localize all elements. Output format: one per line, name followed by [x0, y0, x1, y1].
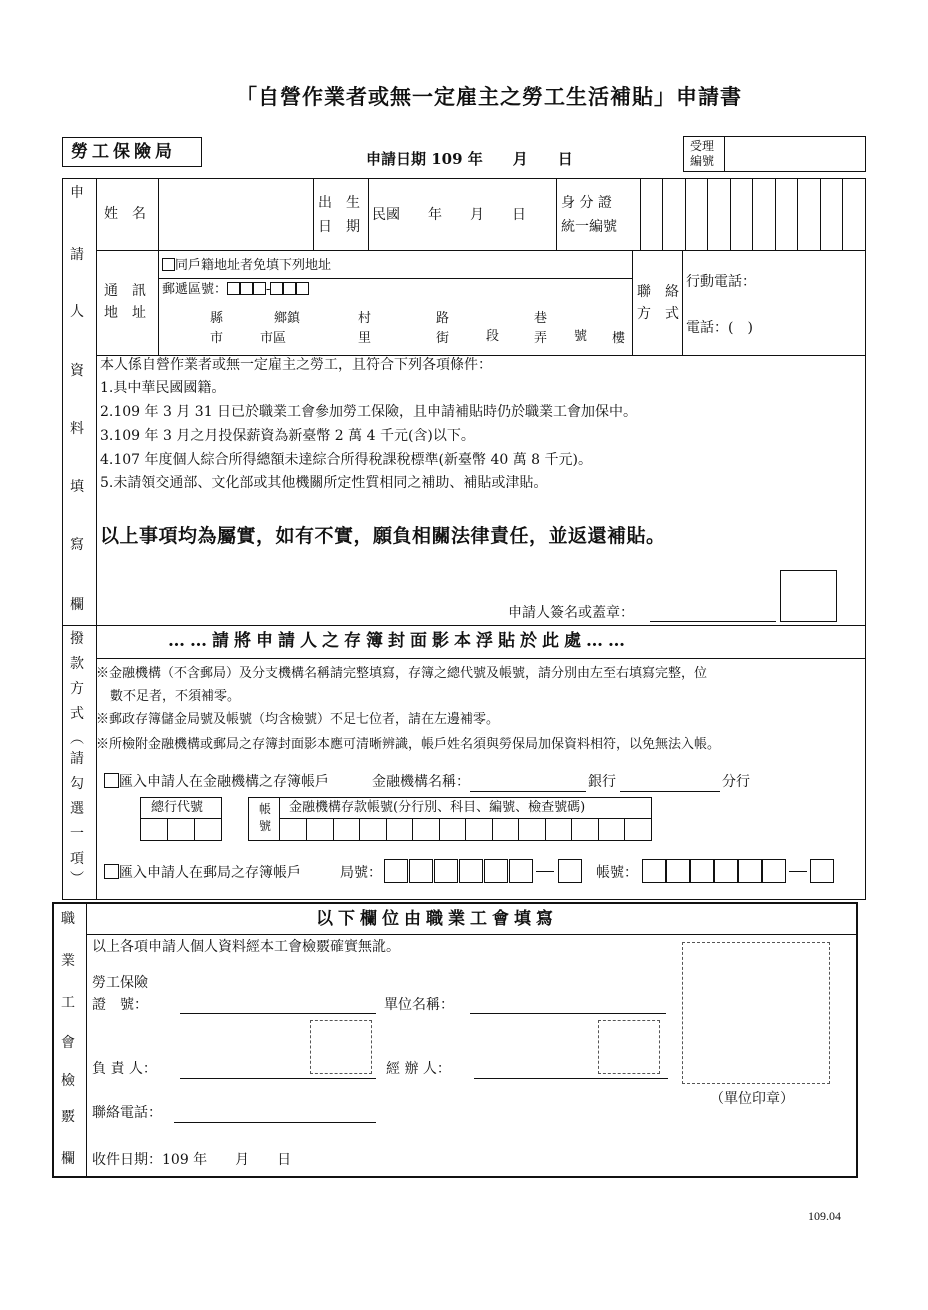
bank-option-checkbox[interactable] [104, 773, 119, 788]
agency-name: 勞工保險局 [71, 142, 176, 162]
same-address-checkbox[interactable] [162, 258, 175, 271]
post-option-checkbox[interactable] [104, 864, 119, 879]
apply-date: 申請日期 109 年 月 日 [366, 150, 573, 168]
birth-label-1: 出 生 [318, 195, 360, 211]
post-option-text: 匯入申請人在郵局之存簿帳戶 [119, 865, 301, 881]
id-label-2: 統一編號 [561, 219, 617, 235]
condition-4: 4.107 年度個人綜合所得總額未達綜合所得稅課稅標準(新臺幣 40 萬 8 千元)。 [100, 452, 592, 468]
union-phone-label: 聯絡電話： [92, 1105, 162, 1121]
form-title: 「自營作業者或無一定雇主之勞工生活補貼」申請書 [236, 84, 742, 109]
declaration-intro: 本人係自營作業者或無一定雇主之勞工，且符合下列各項條件： [100, 357, 492, 373]
same-address-option[interactable] [162, 258, 331, 272]
insurance-label-1: 勞工保險 [92, 975, 148, 991]
post-account-label: 帳號： [596, 865, 638, 881]
birth-date-field[interactable]: 民國 年 月 日 [372, 207, 526, 223]
branch-suffix: 分行 [722, 774, 750, 790]
union-header: 以下欄位由職業工會填寫 [316, 909, 558, 929]
bank-option-text: 匯入申請人在金融機構之存簿帳戶 [119, 774, 329, 790]
contact-label-2: 方 式 [637, 306, 679, 322]
handler-label: 經 辦 人： [386, 1061, 451, 1077]
address-label-1: 通 訊 [104, 283, 146, 299]
handler-field[interactable] [474, 1078, 668, 1079]
bank-account-box: 帳 號 金融機構存款帳號(分行別、科目、編號、檢查號碼) [248, 797, 652, 841]
postal-code-field[interactable]: - [227, 282, 309, 297]
responsible-field[interactable] [180, 1078, 376, 1079]
bank-name-field[interactable] [470, 791, 586, 792]
contact-label-1: 聯 絡 [637, 284, 679, 300]
name-label: 姓 名 [104, 206, 146, 222]
postal-label: 郵遞區號： [162, 282, 228, 297]
id-label-1: 身 分 證 [561, 195, 612, 211]
agency-box [62, 137, 202, 167]
bank-name-label: 金融機構名稱： [372, 774, 470, 790]
phone-label: 電話：( ) [686, 320, 753, 336]
unit-seal-box[interactable] [682, 942, 830, 1084]
post-office-field[interactable] [384, 859, 584, 883]
bank-account-field[interactable] [280, 819, 651, 840]
branch-name-field[interactable] [620, 791, 720, 792]
note-1: ※金融機構（不含郵局）及分支機構名稱請完整填寫，存簿之總代號及帳號，請分別由左至右填寫完整，位 [96, 666, 708, 681]
bank-suffix: 銀行 [588, 774, 616, 790]
pledge-statement: 以上事項均為屬實，如有不實，願負相關法律責任，並返還補貼。 [100, 525, 666, 547]
name-field[interactable] [160, 180, 312, 248]
condition-2: 2.109 年 3 月 31 日已於職業工會參加勞工保險，且申請補貼時仍於職業工會加保中。 [100, 404, 638, 420]
responsible-seal-box[interactable] [310, 1020, 372, 1074]
receive-date: 收件日期：109 年 月 日 [92, 1152, 292, 1168]
seal-label: （單位印章） [710, 1091, 794, 1107]
id-number-boxes[interactable] [640, 178, 866, 250]
unit-name-label: 單位名稱： [384, 997, 454, 1013]
receipt-label-2: 編號 [690, 154, 715, 168]
signature-line [650, 621, 776, 622]
post-account-field[interactable] [642, 859, 834, 883]
receipt-box [683, 136, 866, 172]
condition-3: 3.109 年 3 月之月投保薪資為新臺幣 2 萬 4 千元(含)以下。 [100, 428, 475, 444]
post-office-label: 局號： [340, 865, 382, 881]
phone-field[interactable] [770, 316, 862, 340]
postal-code-row [162, 282, 309, 296]
responsible-label: 負 責 人： [92, 1061, 157, 1077]
paste-notice: ……請將申請人之存簿封面影本浮貼於此處…… [168, 631, 630, 651]
signature-seal-box[interactable] [780, 570, 837, 622]
bank-option[interactable] [104, 773, 329, 789]
account-desc: 金融機構存款帳號(分行別、科目、編號、檢查號碼) [289, 800, 586, 815]
head-code-box [140, 797, 222, 841]
same-address-text: 同戶籍地址者免填下列地址 [175, 258, 332, 273]
condition-5: 5.未請領交通部、文化部或其他機關所定性質相同之補助、補貼或津貼。 [100, 475, 548, 491]
post-option[interactable] [104, 864, 301, 880]
handler-seal-box[interactable] [598, 1020, 660, 1074]
head-code-field[interactable] [141, 819, 221, 840]
note-1-cont: 數不足者，不須補零。 [110, 689, 241, 704]
condition-1: 1.具中華民國國籍。 [100, 380, 226, 396]
unit-name-field[interactable] [470, 1013, 666, 1014]
mobile-label: 行動電話： [686, 274, 756, 290]
mobile-field[interactable] [766, 270, 862, 294]
head-code-label: 總行代號 [151, 800, 204, 815]
note-3: ※所檢附金融機構或郵局之存簿封面影本應可清晰辨識，帳戶姓名須與勞保局加保資料相符，以免無法入帳。 [96, 737, 721, 752]
insurance-number-field[interactable] [180, 1013, 376, 1014]
receipt-label-1: 受理 [690, 139, 715, 153]
signature-label: 申請人簽名或蓋章： [508, 605, 634, 621]
receipt-number-field[interactable] [726, 138, 864, 170]
birth-label-2: 日 期 [318, 219, 360, 235]
address-field[interactable] [160, 300, 630, 352]
union-confirm: 以上各項申請人個人資料經本工會檢覈確實無訛。 [92, 939, 400, 955]
note-2: ※郵政存簿儲金局號及帳號（均含檢號）不足七位者，請在左邊補零。 [96, 712, 500, 727]
union-phone-field[interactable] [174, 1122, 376, 1123]
version-label: 109.04 [808, 1209, 841, 1223]
insurance-label-2: 證 號： [92, 997, 148, 1013]
address-label-2: 地 址 [104, 305, 146, 321]
